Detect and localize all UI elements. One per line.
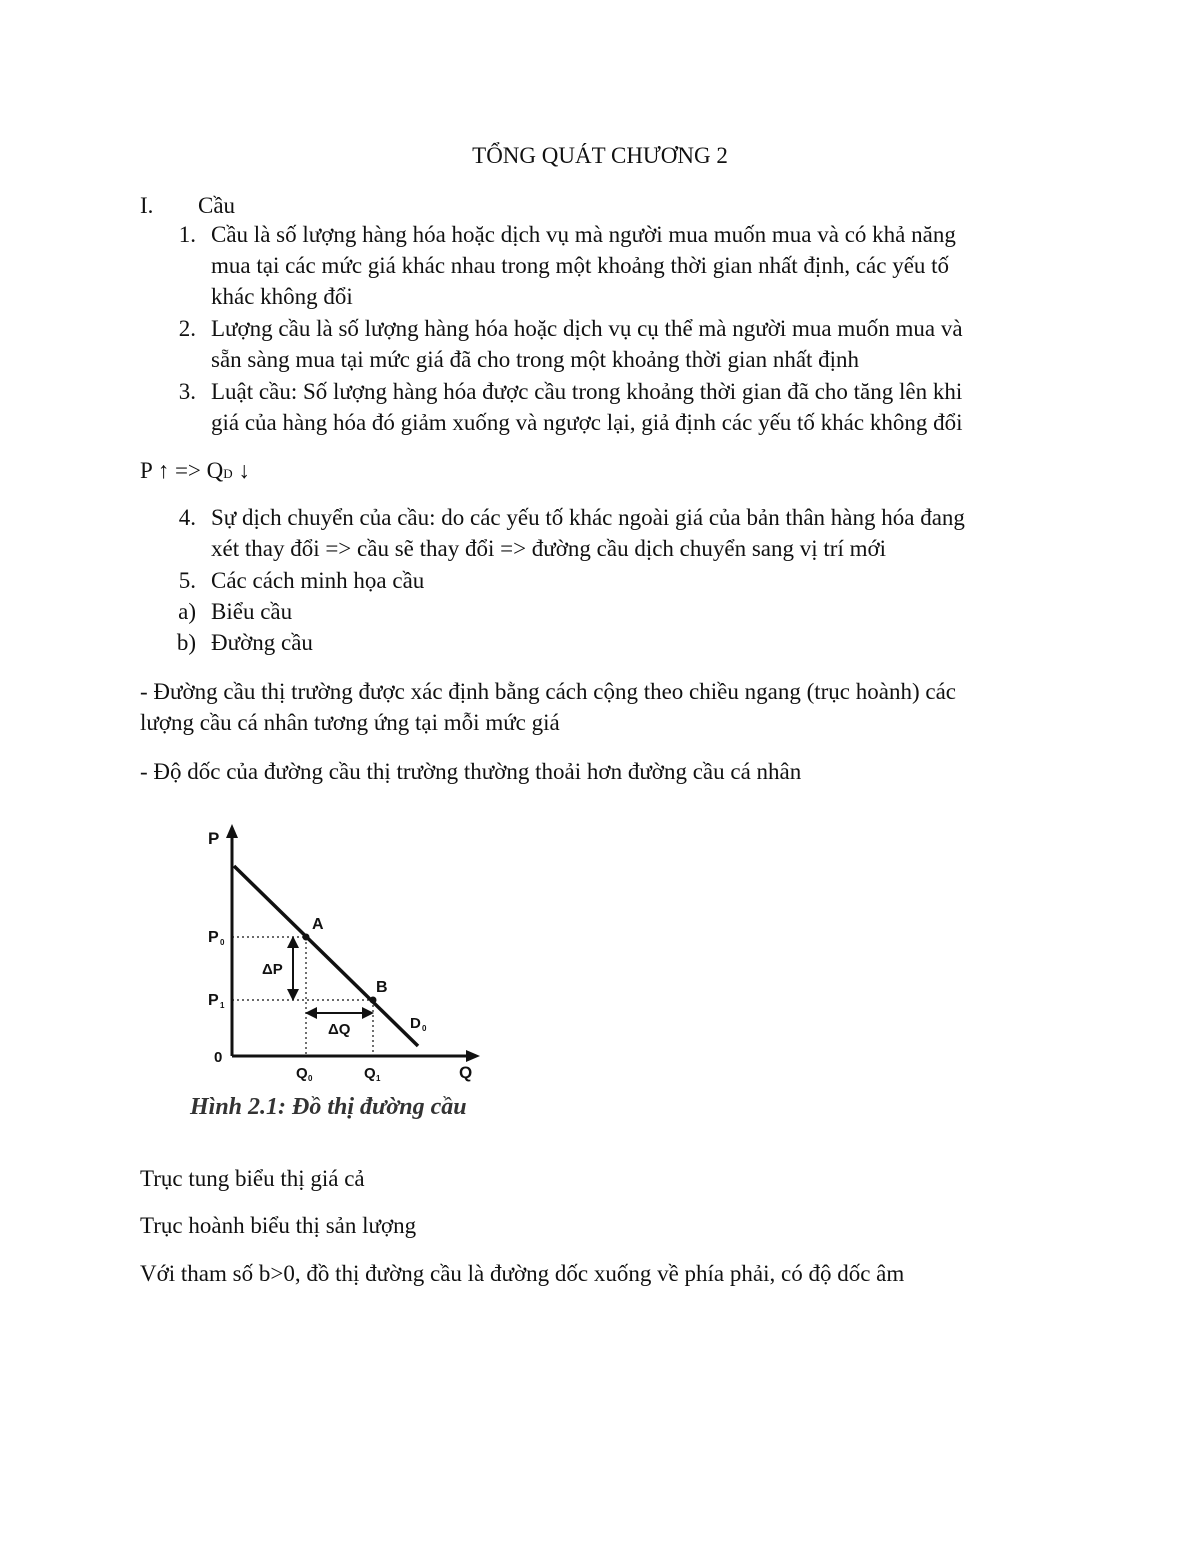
item-text-line: mua tại các mức giá khác nhau trong một khoảng thời gian nhất định, các yếu tố [211,253,950,278]
item-text-line: Luật cầu: Số lượng hàng hóa được cầu trong khoảng thời gian đã cho tăng lên khi [211,379,963,404]
point-a-label: A [312,916,324,933]
q0-label: Q [296,1065,308,1082]
demand-curve-sub-label: 0 [422,1024,427,1033]
note-vertical-axis: Trục tung biểu thị giá cả [140,1166,365,1191]
demand-curve-figure [186,818,496,1093]
item-text-line: Các cách minh họa cầu [211,568,425,593]
formula-left: P ↑ => Q [140,458,224,483]
q1-label: Q [364,1065,376,1082]
q0-sub-label: 0 [308,1074,313,1083]
p1-label: P [208,992,219,1009]
x-axis-arrow-icon [466,1050,480,1062]
item-text-line: Cầu là số lượng hàng hóa hoặc dịch vụ mà người mua muốn mua và có khả năng [211,222,956,247]
point-a [303,934,310,941]
item-text-line: Biểu cầu [211,599,293,624]
item-number: b) [176,630,196,655]
item-number: 4. [178,505,196,530]
item-text-line: Sự dịch chuyển của cầu: do các yếu tố khác ngoài giá của bản thân hàng hóa đang [211,505,965,530]
p-axis-label: P [208,829,220,848]
demand-line [234,866,418,1046]
y-axis-arrow-icon [226,824,238,838]
formula-right: ↓ [232,458,250,483]
law-of-demand-formula [140,458,250,484]
note-slope-sign: Với tham số b>0, đồ thị đường cầu là đường dốc xuống về phía phải, có độ dốc âm [140,1261,905,1286]
item-number: 1. [178,222,196,247]
point-b-label: B [376,979,388,996]
q-axis-label: Q [459,1063,473,1082]
p0-label: P [208,929,219,946]
item-number: a) [178,599,196,624]
item-text-line: Lượng cầu là số lượng hàng hóa hoặc dịch vụ cụ thể mà người mua muốn mua và [211,316,963,341]
item-number: 3. [178,379,196,404]
delta-q-label: ΔQ [328,1021,351,1038]
item-text-line: Đường cầu [211,630,313,655]
section-label: Cầu [198,193,236,218]
paragraph-line: lượng cầu cá nhân tương ứng tại mỗi mức giá [140,710,560,735]
item-text-line: xét thay đổi => cầu sẽ thay đổi => đường cầu dịch chuyển sang vị trí mới [211,536,887,561]
origin-label: 0 [214,1049,223,1066]
page-title: TỔNG QUÁT CHƯƠNG 2 [472,143,728,168]
figure-caption: Hình 2.1: Đồ thị đường cầu [190,1094,467,1120]
point-b [370,997,377,1004]
p1-sub-label: 1 [220,1001,225,1010]
paragraph-line: - Đường cầu thị trường được xác định bằng cách cộng theo chiều ngang (trục hoành) các [140,679,956,704]
p0-sub-label: 0 [220,938,225,947]
item-number: 2. [178,316,196,341]
q1-sub-label: 1 [376,1074,381,1083]
note-horizontal-axis: Trục hoành biểu thị sản lượng [140,1213,417,1238]
item-text-line: giá của hàng hóa đó giảm xuống và ngược lại, giả định các yếu tố khác không đổi [211,410,963,435]
formula-sub: D [223,466,233,481]
item-number: 5. [178,568,196,593]
item-text-line: khác không đổi [211,284,353,309]
section-number: I. [140,193,154,218]
demand-curve-label: D [410,1015,421,1032]
delta-p-label: ΔP [262,961,283,978]
item-text-line: sẵn sàng mua tại mức giá đã cho trong một khoảng thời gian nhất định [211,347,860,372]
paragraph-slope: - Độ dốc của đường cầu thị trường thường thoải hơn đường cầu cá nhân [140,759,802,784]
